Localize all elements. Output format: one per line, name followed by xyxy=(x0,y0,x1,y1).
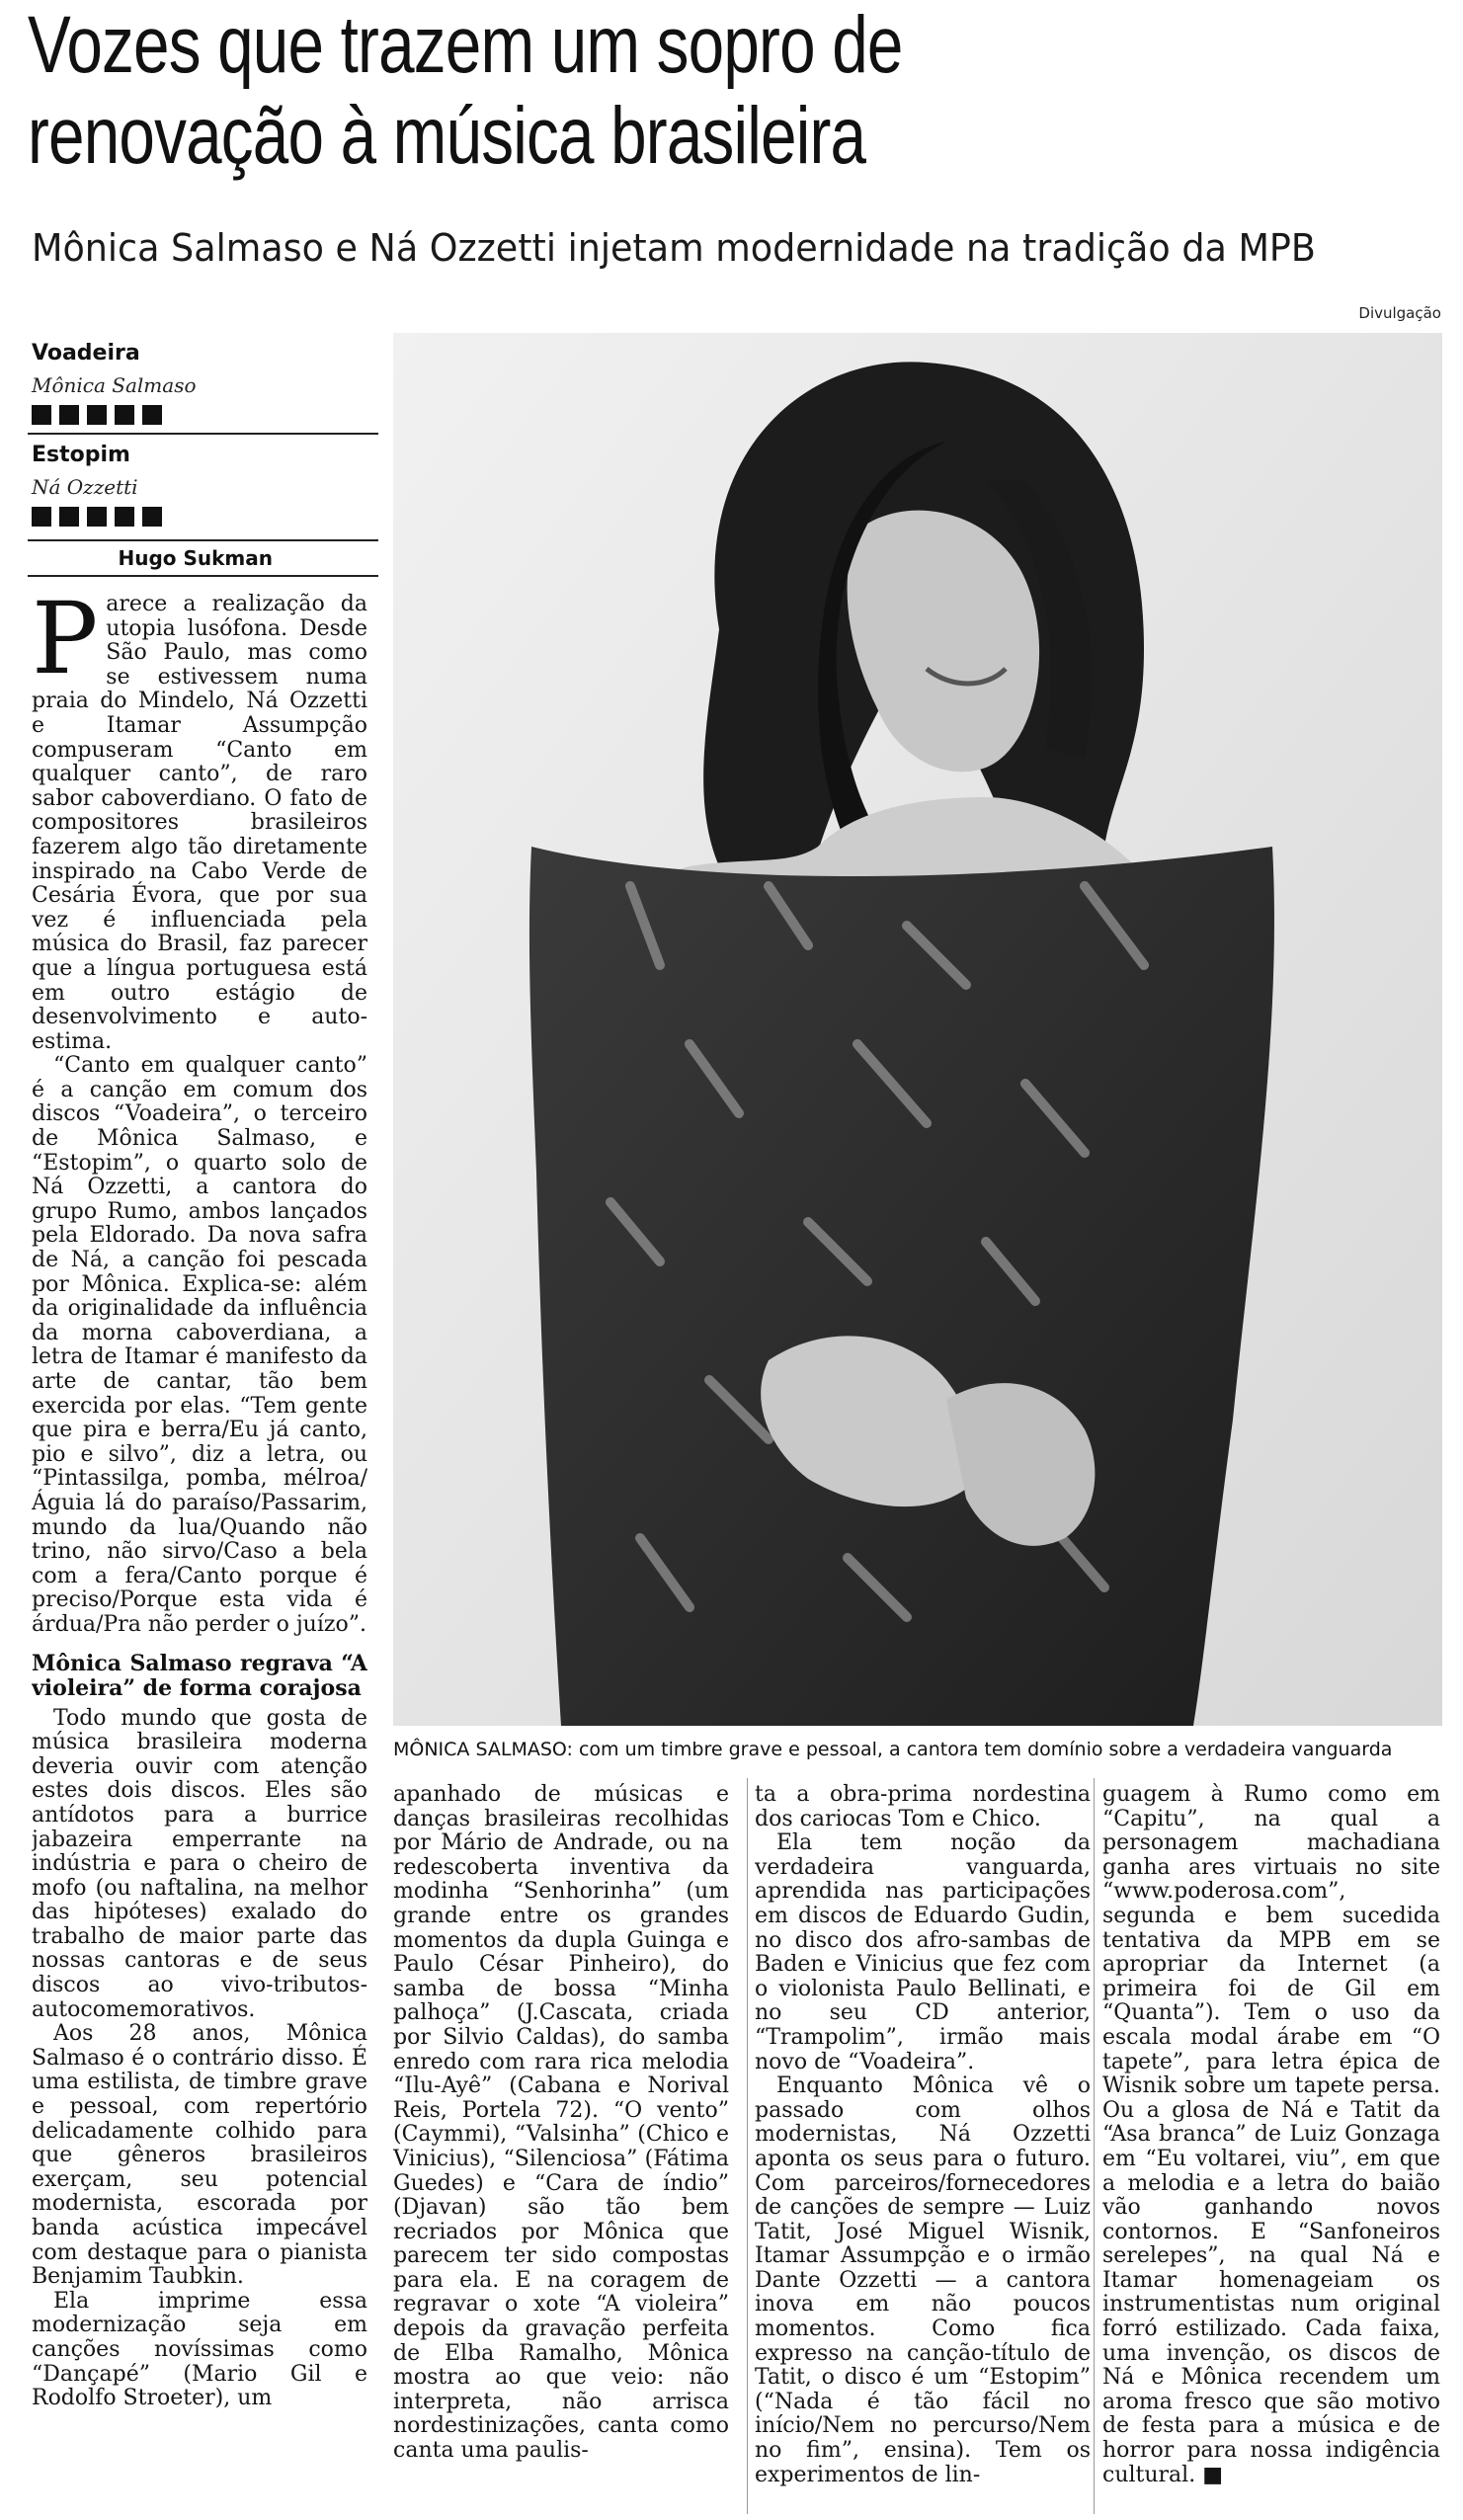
paragraph: guagem à Rumo como em “Capitu”, na qual a personagem machadiana ganha ares virtuais no site “www.poderosa.com”, segunda e bem sucedida tentativa da MPB em se apropriar da Internet (a primeira foi de Gil em “Quanta”). Tem o uso da escala modal árabe em “O tapete”, para letra épica de Wisnik sobre um tapete persa. Ou a glosa de Ná e Tatit da “Asa branca” de Luiz Gonzaga em “Eu voltarei, viu”, em que a melodia e a letra do baião vão ganhando novos contornos. E “Sanfoneiros serelepes”, na qual Ná e Itamar homenageiam os instrumentistas num original forró estilizado. Cada faixa, uma invenção, os discos de Ná e Mônica recendem um aroma fresco que são motivo de festa para a música e de horror para nossa indigência cultural. ■ xyxy=(1102,1783,1440,2487)
paragraph: Todo mundo que gosta de música brasileira moderna deveria ouvir com atenção estes dois discos. Eles são antídotos para a burrice jabazeira emperrante na indústria e para o cheiro de mofo (ou naftalina, na melhor das hipóteses) exalado do trabalho de maior parte das nossas cantoras e de seus discos ao vivo-tributos-autocomemorativos. xyxy=(32,1705,367,2022)
rating-star-icon xyxy=(142,507,162,527)
column-divider xyxy=(1094,1778,1095,2514)
drop-cap: P xyxy=(32,593,99,696)
rating-star-icon xyxy=(87,507,107,527)
divider xyxy=(28,433,378,435)
divider xyxy=(28,575,378,577)
headline xyxy=(28,0,1166,182)
article-column-3 xyxy=(755,1783,1091,2514)
paragraph: Ela tem noção da verdadeira vanguarda, aprendida nas participações em discos de Eduardo Gudin, no disco dos afro-sambas de Baden e Vinicius que fez com o violonista Paulo Bellinati, e no seu CD anterior, “Trampolim”, irmão mais novo de “Voadeira”. xyxy=(755,1830,1091,2074)
paragraph-text: arece a realização da utopia lusófona. Desde São Paulo, mas como se estivessem numa praia do Mindelo, Ná Ozzetti e Itamar Assumpção compuseram “Canto em qualquer canto”, de raro sabor caboverdiano. O fato de compositores brasileiros fazerem algo tão diretamente inspirado na Cabo Verde de Cesária Évora, que por sua vez é influenciada pela música do Brasil, faz parecer que a língua portuguesa está em outro estágio de desenvolvimento e auto-estima. xyxy=(32,593,367,1054)
article-column-1 xyxy=(32,593,367,2514)
column-divider xyxy=(747,1778,748,2514)
rating-stars xyxy=(32,507,162,527)
photo-credit: Divulgação xyxy=(1358,304,1441,322)
rating-album-title: Voadeira xyxy=(32,341,140,366)
rating-star-icon xyxy=(59,507,79,527)
paragraph: ta a obra-prima nordestina dos cariocas Tom e Chico. xyxy=(755,1783,1091,1831)
headline-line-1: Vozes que trazem um sopro de xyxy=(28,0,903,90)
paragraph: Aos 28 anos, Mônica Salmaso é o contrário disso. É uma estilista, de timbre grave e pessoal, com repertório delicadamente colhido para que gêneros brasileiros exerçam, seu potencial modernista, escorada por banda acústica impecável com destaque para o pianista Benjamim Taubkin. xyxy=(32,2021,367,2290)
rating-album-title: Estopim xyxy=(32,443,130,467)
headline-line-2: renovação à música brasileira xyxy=(28,91,866,181)
article-column-4 xyxy=(1102,1783,1440,2514)
byline: Hugo Sukman xyxy=(118,546,273,570)
rating-star-icon xyxy=(115,507,134,527)
intertitle: Mônica Salmaso regrava “A violeira” de forma corajosa xyxy=(32,1650,367,1701)
rating-star-icon xyxy=(32,507,51,527)
rating-star-icon xyxy=(32,405,51,425)
rating-star-icon xyxy=(87,405,107,425)
rating-star-icon xyxy=(59,405,79,425)
photo-caption: MÔNICA SALMASO: com um timbre grave e pessoal, a cantora tem domínio sobre a verdadeira vanguarda xyxy=(393,1739,1393,1760)
subheadline: Mônica Salmaso e Ná Ozzetti injetam modernidade na tradição da MPB xyxy=(32,226,1316,270)
paragraph: “Canto em qualquer canto” é a canção em comum dos discos “Voadeira”, o terceiro de Mônica Salmaso, e “Estopim”, o quarto solo de Ná Ozzetti, a cantora do grupo Rumo, ambos lançados pela Eldorado. Da nova safra de Ná, a canção foi pescada por Mônica. Explica-se: além da originalidade da influência da morna caboverdiana, a letra de Itamar é manifesto da arte de cantar, tão bem exercida por elas. “Tem gente que pira e berra/Eu já canto, pio e silvo”, diz a letra, ou “Pintassilga, pomba, mélroa/Águia lá do paraíso/Passarim, mundo da lua/Quando não trino, não sirvo/Caso a bela com a fera/Canto porque é preciso/Porque esta vida é árdua/Pra não perder o juízo”. xyxy=(32,1053,367,1637)
divider xyxy=(28,539,378,541)
paragraph xyxy=(32,593,367,1054)
rating-star-icon xyxy=(142,405,162,425)
paragraph: Enquanto Mônica vê o passado com olhos modernistas, Ná Ozzetti aponta os seus para o futuro. Com parceiros/fornecedores de canções de sempre — Luiz Tatit, José Miguel Wisnik, Itamar Assumpção e o irmão Dante Ozzetti — a cantora inova em não poucos momentos. Como fica expresso na canção-título de Tatit, o disco é um “Estopim” (“Nada é tão fácil no início/Nem no percurso/Nem no fim”, ensina). Tem os experimentos de lin- xyxy=(755,2073,1091,2487)
article-column-2 xyxy=(393,1783,729,2514)
paragraph: apanhado de músicas e danças brasileiras recolhidas por Mário de Andrade, ou na redescoberta inventiva da modinha “Senhorinha” (um grande entre os grandes momentos da dupla Guinga e Paulo César Pinheiro), do samba de bossa “Minha palhoça” (J.Cascata, criada por Silvio Caldas), do samba enredo com rara rica melodia “Ilu-Ayê” (Cabana e Norival Reis, Portela 72). “O vento” (Caymmi), “Valsinha” (Chico e Vinicius), “Silenciosa” (Fátima Guedes) e “Cara de índio” (Djavan) são tão bem recriados por Mônica que parecem ter sido compostas para ela. E na coragem de regravar o xote “A violeira” depois da gravação perfeita de Elba Ramalho, Mônica mostra ao que veio: não interpreta, não arrisca nordestinizações, canta como canta uma paulis- xyxy=(393,1783,729,2464)
rating-artist: Mônica Salmaso xyxy=(32,373,197,397)
rating-star-icon xyxy=(115,405,134,425)
rating-artist: Ná Ozzetti xyxy=(32,475,138,499)
photo-monica-salmaso xyxy=(393,333,1442,1726)
paragraph: Ela imprime essa modernização seja em canções novíssimas como “Dançapé” (Mario Gil e Rodolfo Stroeter), um xyxy=(32,2288,367,2411)
portrait-illustration xyxy=(393,333,1442,1726)
rating-stars xyxy=(32,405,162,425)
